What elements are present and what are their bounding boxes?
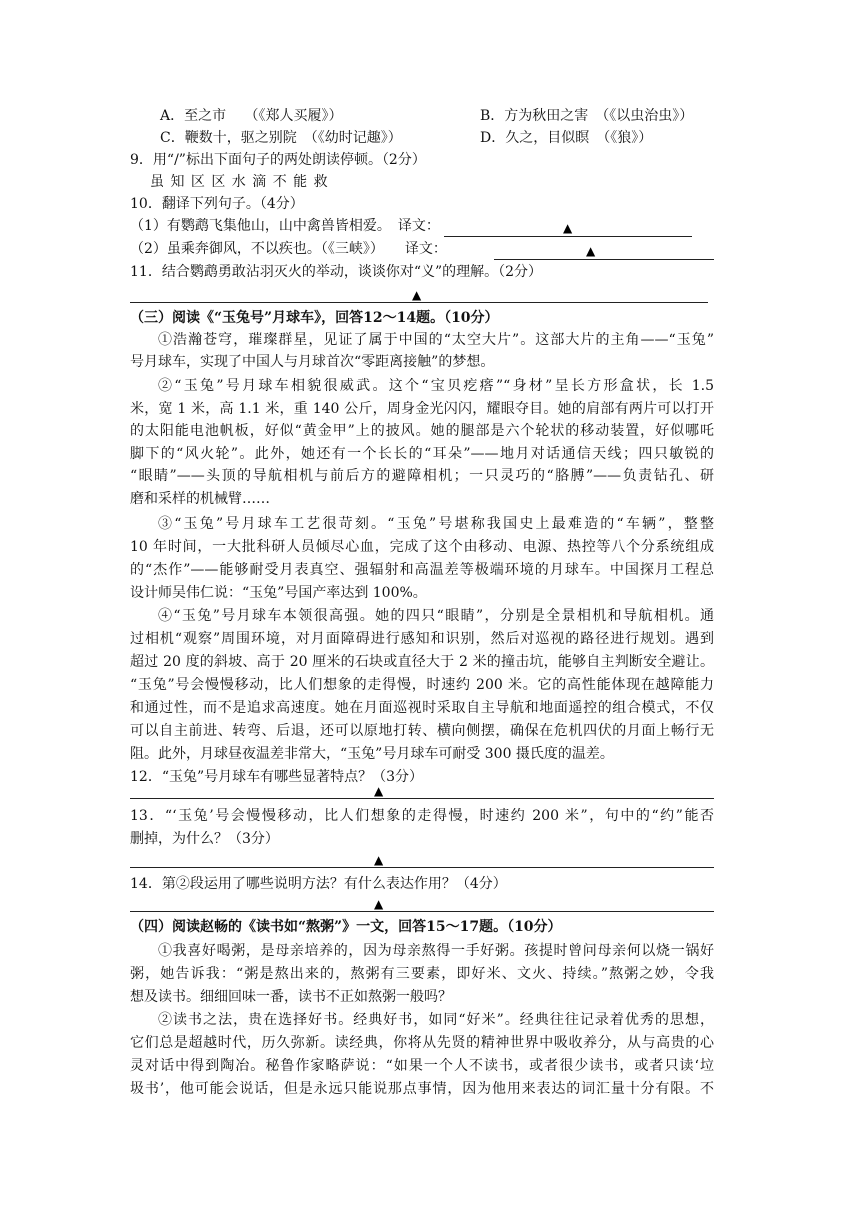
sec3-p2-line: 磨和采样的机械臂…… [130, 491, 270, 507]
sec3-p4-line: 超过 20 度的斜坡、高于 20 厘米的石块或直径大于 2 米的撞击坑，能够自主判断安全避让。 [130, 654, 714, 670]
answer-marker: ▲ [563, 221, 573, 235]
sec3-p2-line: 米，宽 1 米，高 1.1 米，重 140 公斤，周身金光闪闪，耀眼夺目。她的肩部有两片可以打开 [130, 401, 714, 417]
sec3-p2-line: 的太阳能电池帆板，好似“黄金甲”上的披风。她的腿部是六个轮状的移动装置，好似哪吒 [130, 423, 714, 439]
sec4-p2-line: ②读书之法，贵在选择好书。经典好书，如同“好米”。经典往往记录着优秀的思想， [158, 1012, 714, 1028]
q8-option-a: A．至之市 （《郑人买履》） [160, 108, 343, 124]
answer-marker: ▲ [374, 784, 384, 798]
q10-stem: 10．翻译下列句子。（4分） [130, 196, 304, 212]
sec3-p4-line: “玉兔”号会慢慢移动，比人们想象的走得慢，时速约 200 米。它的高性能体现在越障能力 [130, 677, 714, 693]
q11-stem: 11．结合鹦鹉勇敢沾羽灭火的举动，谈谈你对“义”的理解。（2分） [130, 264, 543, 280]
q13-stem-line: 13．“‘玉兔’号会慢慢移动，比人们想象的走得慢，时速约 200 米”，句中的“约”能否 [130, 808, 714, 824]
q9-sentence: 虽 知 区 区 水 滴 不 能 救 [150, 174, 329, 190]
section-3-heading: （三）阅读《“玉兔号”月球车》，回答12～14题。（10分） [130, 310, 499, 326]
q13-answer-line[interactable] [130, 867, 714, 868]
q14-stem: 14．第②段运用了哪些说明方法？有什么表达作用？（4分） [130, 876, 507, 892]
answer-marker: ▲ [374, 897, 384, 911]
sec3-p2-line: ②“玉兔”号月球车相貌很威武。这个“宝贝疙瘩”“身材”呈长方形盒状，长 1.5 [158, 378, 714, 394]
sec3-p4-line: 可以自主前进、转弯、后退，还可以原地打转、横向侧摆，确保在危机四伏的月面上畅行无 [130, 723, 714, 739]
answer-marker: ▲ [586, 244, 596, 258]
sec3-p1-line: ①浩瀚苍穹，璀璨群星，见证了属于中国的“太空大片”。这部大片的主角——“玉兔” [158, 332, 714, 348]
sec3-p3-line: 的“杰作”——能够耐受月表真空、强辐射和高温差等极端环境的月球车。中国探月工程总 [130, 562, 714, 578]
q8-option-c: C．鞭数十，驱之别院 （《幼时记趣》） [160, 130, 402, 146]
sec3-p4-line: 和通过性，而不是追求高速度。她在月面巡视时采取自主导航和地面遥控的组合模式，不仅 [130, 700, 714, 716]
sec3-p3-line: ③“玉兔”号月球车工艺很苛刻。“玉兔”号堪称我国史上最难造的“车辆”，整整 [158, 516, 714, 532]
sec3-p4-line: ④“玉兔”号月球车本领很高强。她的四只“眼睛”，分别是全景相机和导航相机。通 [158, 608, 714, 624]
sec4-p2-line: 圾书’，他可能会说话，但是永远只能说那点事情，因为他用来表达的词汇量十分有限。不 [130, 1081, 714, 1097]
sec3-p3-line: 10 年时间，一大批科研人员倾尽心血，完成了这个由移动、电源、热控等八个分系统组成 [130, 539, 714, 555]
sec3-p4-line: 阻。此外，月球昼夜温差非常大，“玉兔”号月球车可耐受 300 摄氏度的温差。 [130, 746, 614, 762]
sec4-p1-line: 粥，她告诉我：“粥是熬出来的，熬粥有三要素，即好米、文火、持续。”熬粥之妙，令我 [130, 966, 714, 982]
sec3-p2-line: 脚下的“风火轮”。此外，她还有一个长长的“耳朵”——地月对话通信天线；四只敏锐的 [130, 446, 714, 462]
sec4-p1-line: 想及读书。细细回味一番，读书不正如熬粥一般吗？ [130, 989, 452, 1005]
q12-stem: 12．“玉兔”号月球车有哪些显著特点？（3分） [130, 769, 424, 785]
q11-answer-line[interactable] [130, 302, 708, 303]
answer-marker: ▲ [412, 288, 422, 302]
sec4-p2-line: 它们总是超越时代，历久弥新。读经典，你将从先贤的精神世界中吸收养分，从与高贵的心 [130, 1035, 714, 1051]
q9-stem: 9．用“/”标出下面句子的两处朗读停顿。（2分） [130, 152, 426, 168]
answer-marker: ▲ [374, 853, 384, 867]
q10-answer-line-1[interactable] [444, 236, 692, 237]
q8-option-b: B．方为秋田之害 （《以虫治虫》） [480, 108, 694, 124]
sec4-p2-line: 灵对话中得到陶冶。秘鲁作家略萨说：“如果一个人不读书，或者很少读书，或者只读‘垃 [130, 1058, 714, 1074]
q10-sentence-1: （1）有鹦鹉飞集他山，山中禽兽皆相爱。 译文： [130, 218, 440, 234]
q10-answer-line-2[interactable] [494, 259, 714, 260]
sec3-p3-line: 设计师吴伟仁说：“玉兔”号国产率达到 100%。 [130, 585, 427, 601]
q8-option-d: D．久之，目似瞑 （《狼》） [480, 130, 653, 146]
q14-answer-line[interactable] [130, 911, 714, 912]
q13-stem-line: 删掉，为什么？（3分） [130, 831, 279, 847]
sec3-p4-line: 过相机“观察”周围环境，对月面障碍进行感知和识别，然后对巡视的路径进行规划。遇到 [130, 631, 714, 647]
sec3-p1-line: 号月球车，实现了中国人与月球首次“零距离接触”的梦想。 [130, 354, 495, 370]
sec3-p2-line: “眼睛”——头顶的导航相机与前后方的避障相机；一只灵巧的“胳膊”——负责钻孔、研 [130, 468, 714, 484]
q12-answer-line[interactable] [130, 798, 714, 799]
sec4-p1-line: ①我喜好喝粥，是母亲培养的，因为母亲熬得一手好粥。孩提时曾问母亲何以烧一锅好 [158, 943, 714, 959]
q10-sentence-2: （2）虽乘奔御风，不以疾也。（《三峡》） 译文： [130, 241, 447, 257]
section-4-heading: （四）阅读赵畅的《读书如“熬粥”》一文，回答15～17题。（10分） [130, 919, 562, 935]
